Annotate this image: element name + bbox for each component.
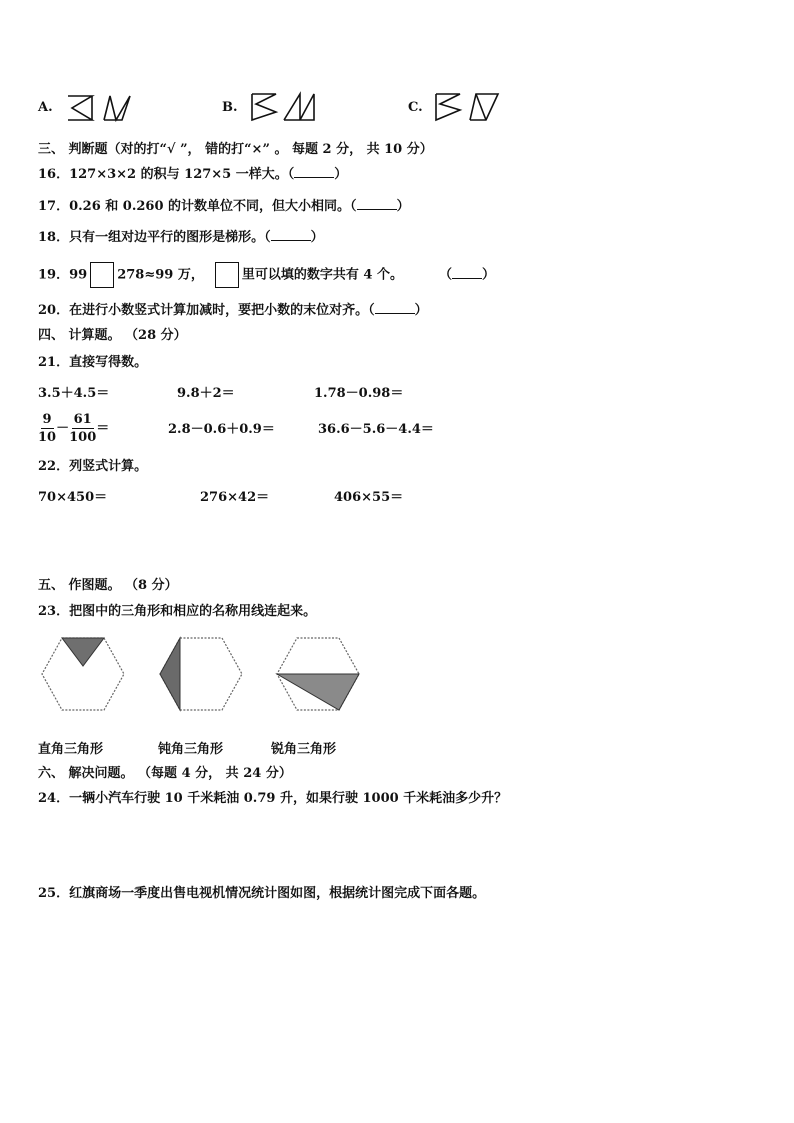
question-17-text: 17．0.26 和 0.260 的计数单位不同，但大小相同。 <box>38 199 351 214</box>
triangle-label: 锐角三角形 <box>271 742 337 757</box>
question-16: 16．127×3×2 的积与 127×5 一样大。（ ） <box>38 167 348 182</box>
calc-item: 2.8－0.6＋0.9＝ <box>168 422 275 437</box>
question-23-title: 23．把图中的三角形和相应的名称用线连起来。 <box>38 604 317 619</box>
option-b-figure <box>250 90 320 122</box>
digit-box-reference <box>215 262 239 288</box>
fraction-expression: $\frac{9}{10}$ － $\frac{61}{100}$ ＝ <box>38 412 110 445</box>
question-24: 24．一辆小汽车行驶 10 千米耗油 0.79 升，如果行驶 1000 千米耗油多少升？ <box>38 791 508 806</box>
question-16-text: 16．127×3×2 的积与 127×5 一样大。 <box>38 167 288 182</box>
question-20-text: 20．在进行小数竖式计算加减时，要把小数的末位对齐。 <box>38 303 369 318</box>
question-21-title: 21．直接写得数。 <box>38 355 148 370</box>
section-6-header: 六、 解决问题。 （每题 4 分， 共 24 分） <box>38 766 292 781</box>
option-c-figure <box>434 90 504 122</box>
answer-blank-20[interactable] <box>375 313 415 314</box>
option-a-figure <box>66 92 136 124</box>
hexagon-figure-3 <box>275 636 361 714</box>
question-19: 19．99 278≈99 万， 里可以填的数字共有 4 个。 （ ） <box>38 262 495 289</box>
vertical-calc-item: 70×450＝ <box>38 490 108 505</box>
answer-blank-16[interactable] <box>294 177 334 178</box>
question-25: 25．红旗商场一季度出售电视机情况统计图如图，根据统计图完成下面各题。 <box>38 886 486 901</box>
calc-item: 36.6－5.6－4.4＝ <box>318 422 434 437</box>
answer-blank-19[interactable] <box>452 278 482 279</box>
question-20: 20．在进行小数竖式计算加减时，要把小数的末位对齐。（ ） <box>38 303 428 318</box>
hexagon-figure-2 <box>158 636 244 714</box>
calc-item: 9.8＋2＝ <box>177 386 235 401</box>
option-c-label: C. <box>408 100 423 115</box>
digit-box[interactable] <box>90 262 114 288</box>
section-4-header: 四、 计算题。 （28 分） <box>38 328 187 343</box>
question-18: 18．只有一组对边平行的图形是梯形。（ ） <box>38 230 324 245</box>
question-18-text: 18．只有一组对边平行的图形是梯形。 <box>38 230 265 245</box>
section-3-header: 三、 判断题（对的打“√ ”， 错的打“×” 。 每题 2 分， 共 10 分） <box>38 142 433 157</box>
hexagon-figure-1 <box>40 636 126 714</box>
fraction-61-100: $\frac{61}{100}$ <box>69 412 97 445</box>
triangle-label: 直角三角形 <box>38 742 104 757</box>
fraction-9-10: $\frac{9}{10}$ <box>38 412 57 445</box>
answer-blank-17[interactable] <box>357 209 397 210</box>
vertical-calc-item: 276×42＝ <box>200 490 270 505</box>
answer-blank-18[interactable] <box>271 240 311 241</box>
section-5-header: 五、 作图题。 （8 分） <box>38 578 178 593</box>
question-17: 17．0.26 和 0.260 的计数单位不同，但大小相同。（ ） <box>38 199 410 214</box>
option-a-label: A. <box>38 100 53 115</box>
calc-item: 3.5＋4.5＝ <box>38 386 110 401</box>
option-b-label: B. <box>222 100 238 115</box>
calc-item: 1.78－0.98＝ <box>314 386 404 401</box>
vertical-calc-item: 406×55＝ <box>334 490 404 505</box>
question-22-title: 22．列竖式计算。 <box>38 459 148 474</box>
triangle-label: 钝角三角形 <box>158 742 224 757</box>
